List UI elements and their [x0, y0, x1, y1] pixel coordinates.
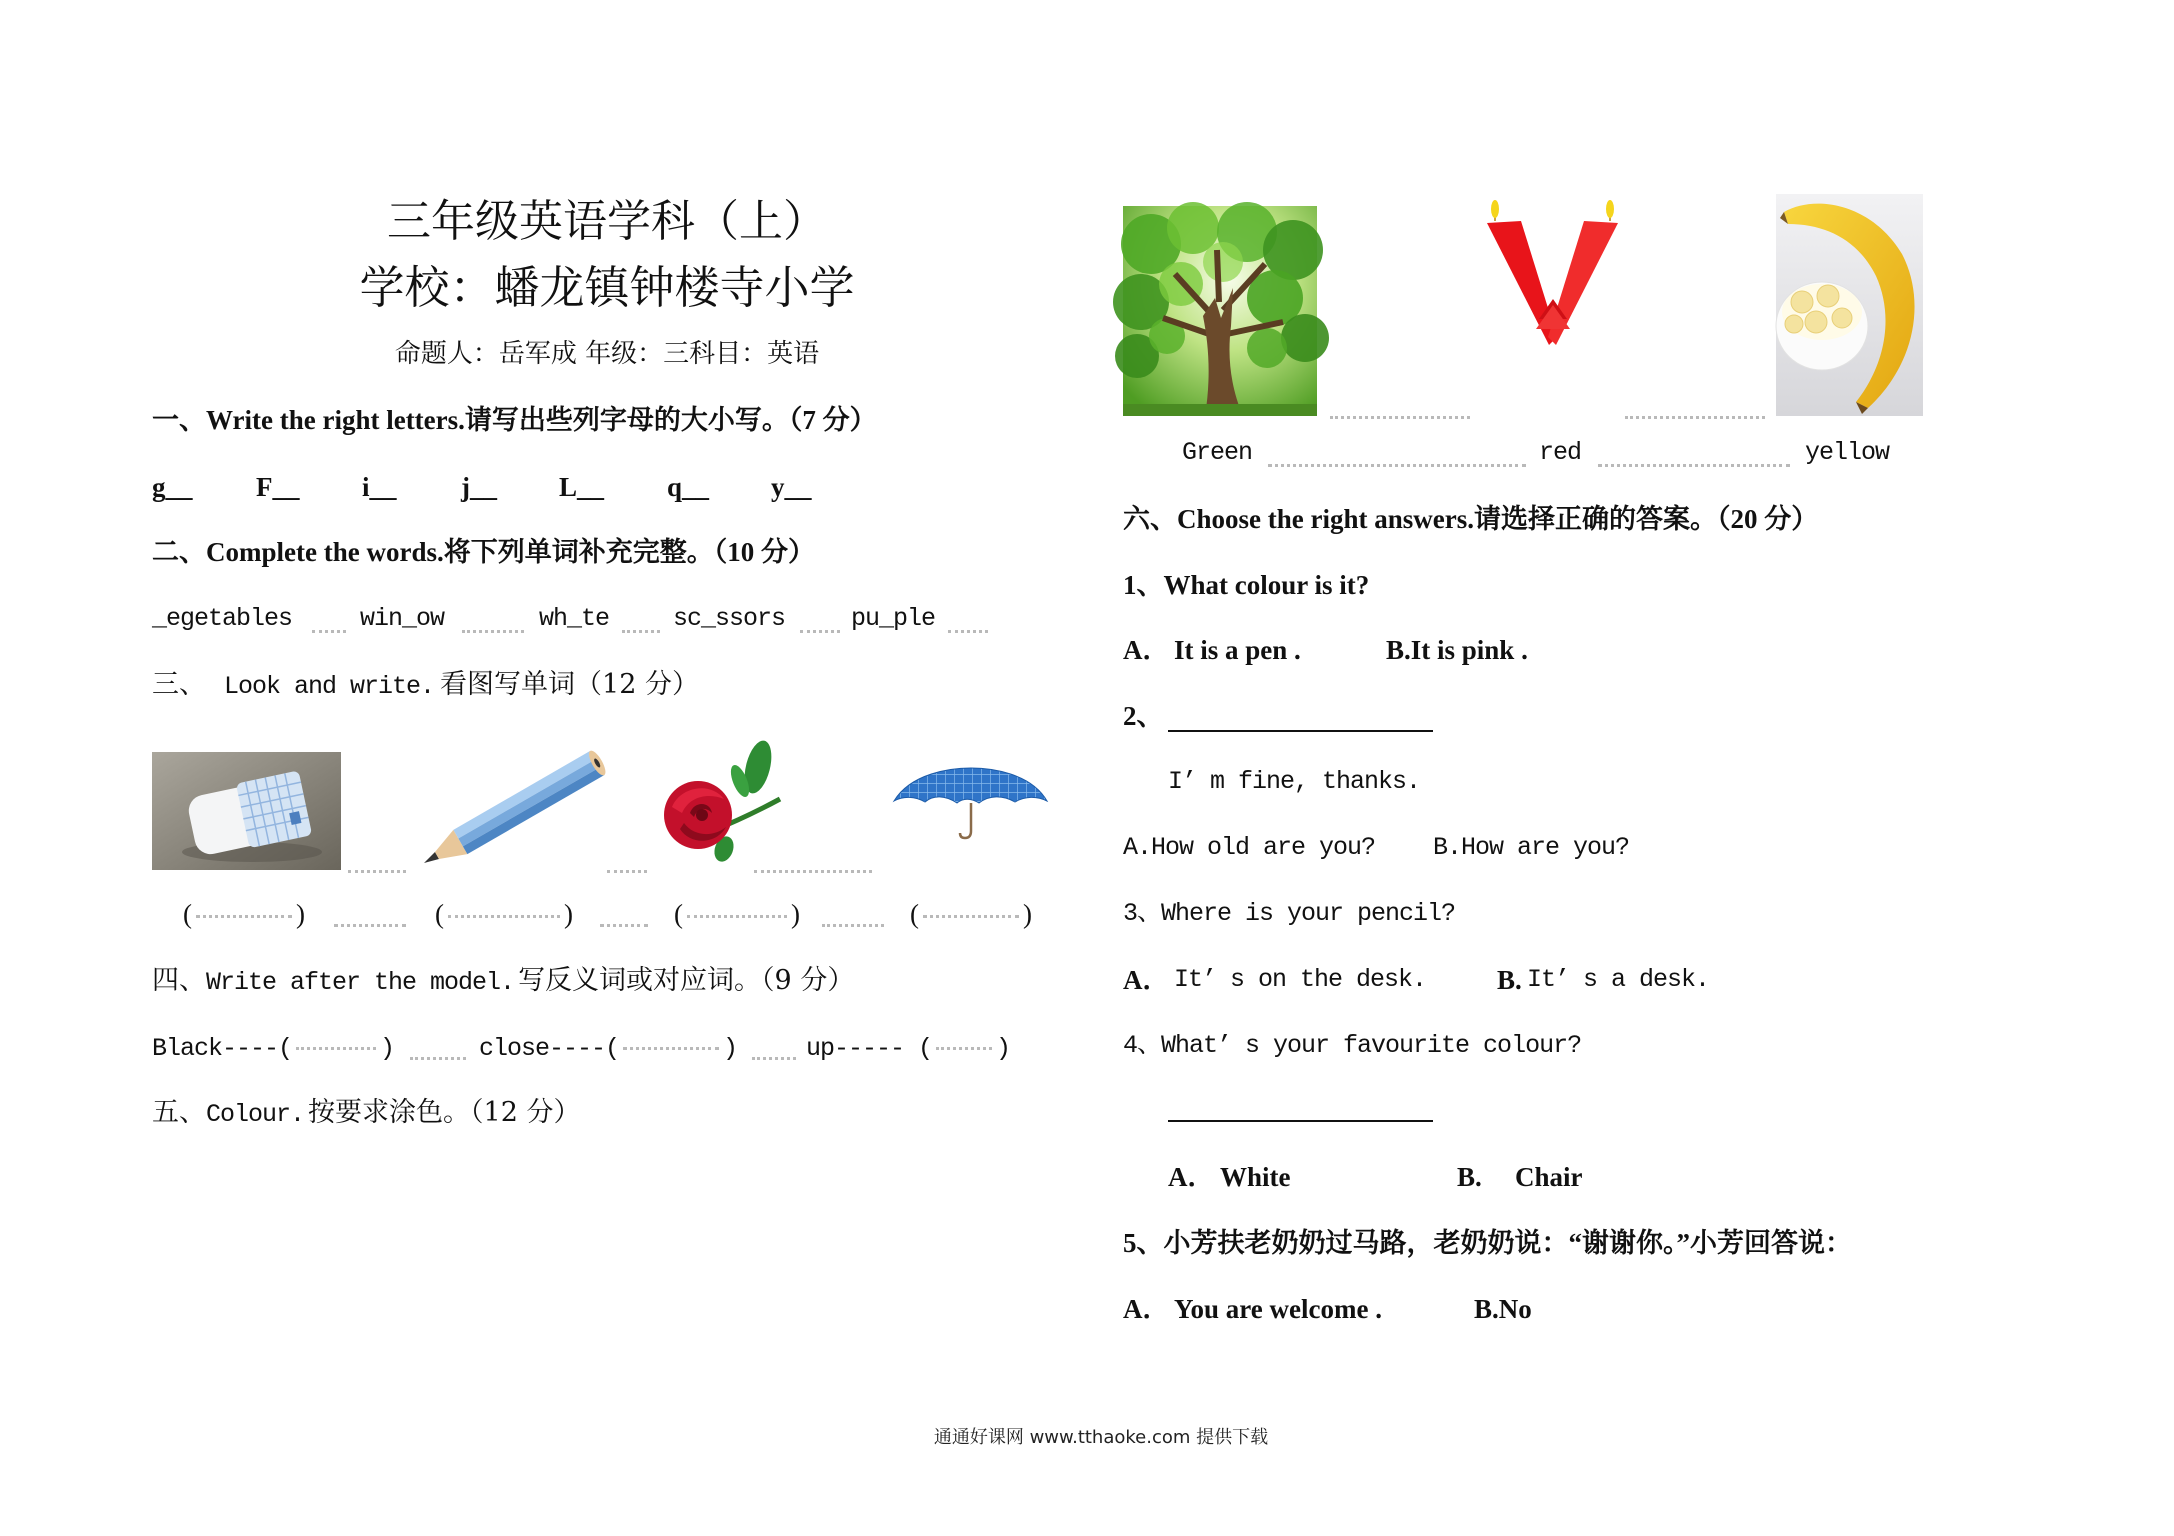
- q1-option-b: B.It is pink .: [1386, 635, 1528, 665]
- dotted-leader: [334, 924, 406, 927]
- umbrella-canopy: [894, 768, 1047, 803]
- q5-option-a: You are welcome .: [1174, 1294, 1382, 1324]
- q2-option-a: A.How old are you?: [1123, 833, 1376, 862]
- q3-option-b: It’ s a desk.: [1527, 965, 1710, 994]
- question-2-number: 2、: [1123, 701, 1164, 731]
- blank-open: (: [674, 899, 683, 929]
- question-5: 5、小芳扶老奶奶过马路，老奶奶说：“谢谢你。”小芳回答说：: [1123, 1228, 1852, 1258]
- answer-underline: [1168, 730, 1433, 732]
- dotted-leader: [622, 630, 660, 633]
- letter-item: F__: [256, 472, 300, 502]
- section-title-cn: 看图写单词（12 分）: [440, 669, 699, 700]
- q4-option-a-label: A．: [1168, 1162, 1215, 1192]
- section-1-heading: 一、Write the right letters.请写出些列字母的大小写。（7 分）: [152, 405, 877, 435]
- letter-item: g__: [152, 472, 193, 502]
- antonym-close: ): [380, 1034, 395, 1063]
- letter-item: y__: [771, 472, 812, 502]
- dotted-leader: [1625, 416, 1765, 419]
- q3-option-b-label: B.: [1497, 965, 1522, 995]
- dotted-leader: [348, 870, 406, 873]
- dotted-gap: [923, 915, 1019, 918]
- dotted-leader: [948, 630, 988, 633]
- answer-blank: [183, 897, 305, 931]
- pencil-body-dark: [463, 767, 604, 854]
- banana-picture: [1776, 194, 1923, 416]
- blank-open: (: [435, 899, 444, 929]
- dotted-leader: [822, 924, 884, 927]
- section-title-en: Look and write.: [224, 672, 435, 701]
- section-number: 五、: [152, 1097, 206, 1128]
- dotted-leader: [462, 630, 524, 633]
- section-3-heading: [152, 667, 699, 704]
- exam-meta: 命题人：岳军成 年级：三科目：英语: [394, 339, 820, 369]
- tree-picture: [1123, 206, 1317, 416]
- rose-center: [696, 809, 708, 821]
- dotted-leader: [607, 870, 647, 873]
- answer-blank: [674, 897, 800, 931]
- word-item: sc_ssors: [673, 604, 786, 633]
- dotted-leader: [752, 1057, 796, 1060]
- umbrella-picture: [891, 765, 1050, 842]
- dotted-leader: [800, 630, 840, 633]
- answer-blank: [435, 897, 573, 931]
- section-2-heading: 二、Complete the words.将下列单词补充完整。（10 分）: [152, 537, 815, 567]
- question-3: 3、Where is your pencil?: [1123, 899, 1456, 928]
- blank-close: ): [564, 899, 573, 929]
- q4-option-b-label: B.: [1457, 1162, 1482, 1192]
- dotted-leader: [600, 924, 648, 927]
- dotted-leader: [754, 870, 872, 873]
- pencil-body-light: [453, 751, 595, 839]
- q2-response: I’ m fine, thanks.: [1168, 767, 1421, 796]
- flame: [1491, 200, 1499, 218]
- red-flags-picture: [1481, 197, 1624, 376]
- rose-picture: [660, 737, 782, 863]
- section-number: 四、: [152, 965, 206, 996]
- question-4: 4、What’ s your favourite colour?: [1123, 1031, 1582, 1060]
- section-title-en: Write after the model.: [206, 968, 515, 997]
- pencil-body-mid: [458, 760, 599, 847]
- dotted-gap: [196, 915, 292, 918]
- blank-close: ): [296, 899, 305, 929]
- section-number: 三、: [152, 669, 206, 700]
- footer-credit: 通通好课网 www.tthaoke.com 提供下载: [933, 1427, 1269, 1448]
- colour-label-green: Green: [1182, 438, 1253, 467]
- dotted-gap: [936, 1047, 992, 1050]
- dotted-gap: [623, 1047, 719, 1050]
- antonym-prompt: up----- (: [806, 1034, 933, 1063]
- section-title-cn: 按要求涂色。（12 分）: [308, 1097, 581, 1128]
- q1-option-a: It is a pen .: [1174, 635, 1301, 665]
- antonym-item: [479, 1029, 737, 1066]
- letter-item: i__: [362, 472, 397, 502]
- dotted-gap: [687, 915, 787, 918]
- antonym-close: ): [723, 1034, 738, 1063]
- antonym-prompt: Black----(: [152, 1034, 293, 1063]
- flame: [1606, 200, 1614, 218]
- word-item: _egetables: [152, 604, 293, 633]
- school-name: 学校：蟠龙镇钟楼寺小学: [359, 261, 855, 314]
- q4-option-b: Chair: [1515, 1162, 1583, 1192]
- antonym-prompt: close----(: [479, 1034, 620, 1063]
- letter-item: q__: [667, 472, 710, 502]
- pencil-picture: [414, 751, 611, 870]
- letter-item: j__: [461, 472, 497, 502]
- umbrella-handle: [960, 803, 971, 838]
- dotted-leader: [1268, 464, 1526, 467]
- antonym-item: [806, 1029, 1010, 1066]
- section-4-heading: [152, 963, 854, 1000]
- word-item: win_ow: [360, 604, 445, 633]
- q1-option-a-label: A．: [1123, 635, 1170, 665]
- dotted-leader: [410, 1057, 466, 1060]
- question-1: 1、What colour is it?: [1123, 570, 1370, 600]
- q5-option-a-label: A．: [1123, 1294, 1170, 1324]
- answer-underline: [1168, 1120, 1433, 1122]
- tree-ground: [1123, 404, 1317, 416]
- word-item: wh_te: [539, 604, 610, 633]
- section-title-en: Colour.: [206, 1100, 305, 1129]
- blank-close: ): [1023, 899, 1032, 929]
- blank-open: (: [910, 899, 919, 929]
- letter-item: L__: [559, 472, 605, 502]
- colour-label-red: red: [1539, 438, 1582, 467]
- section-6-heading: 六、Choose the right answers.请选择正确的答案。（20 分）: [1123, 504, 1819, 534]
- eraser-picture: [152, 752, 341, 870]
- q5-option-b: B.No: [1474, 1294, 1532, 1324]
- blank-open: (: [183, 899, 192, 929]
- answer-blank: [910, 897, 1032, 931]
- antonym-item: [152, 1029, 394, 1066]
- section-title-cn: 写反义词或对应词。（9 分）: [518, 965, 855, 996]
- section-5-heading: [152, 1095, 580, 1132]
- dotted-leader: [312, 630, 346, 633]
- dotted-leader: [1598, 464, 1790, 467]
- colour-label-yellow: yellow: [1805, 438, 1890, 467]
- q2-option-b: B.How are you?: [1433, 833, 1630, 862]
- dotted-gap: [296, 1047, 376, 1050]
- dotted-leader: [1330, 416, 1470, 419]
- q3-option-a-label: A．: [1123, 965, 1170, 995]
- word-item: pu_ple: [851, 604, 936, 633]
- dotted-gap: [448, 915, 560, 918]
- q4-option-a: White: [1220, 1162, 1291, 1192]
- antonym-close: ): [996, 1034, 1011, 1063]
- q3-option-a: It’ s on the desk.: [1174, 965, 1427, 994]
- page-title: 三年级英语学科（上）: [387, 196, 827, 247]
- blank-close: ): [791, 899, 800, 929]
